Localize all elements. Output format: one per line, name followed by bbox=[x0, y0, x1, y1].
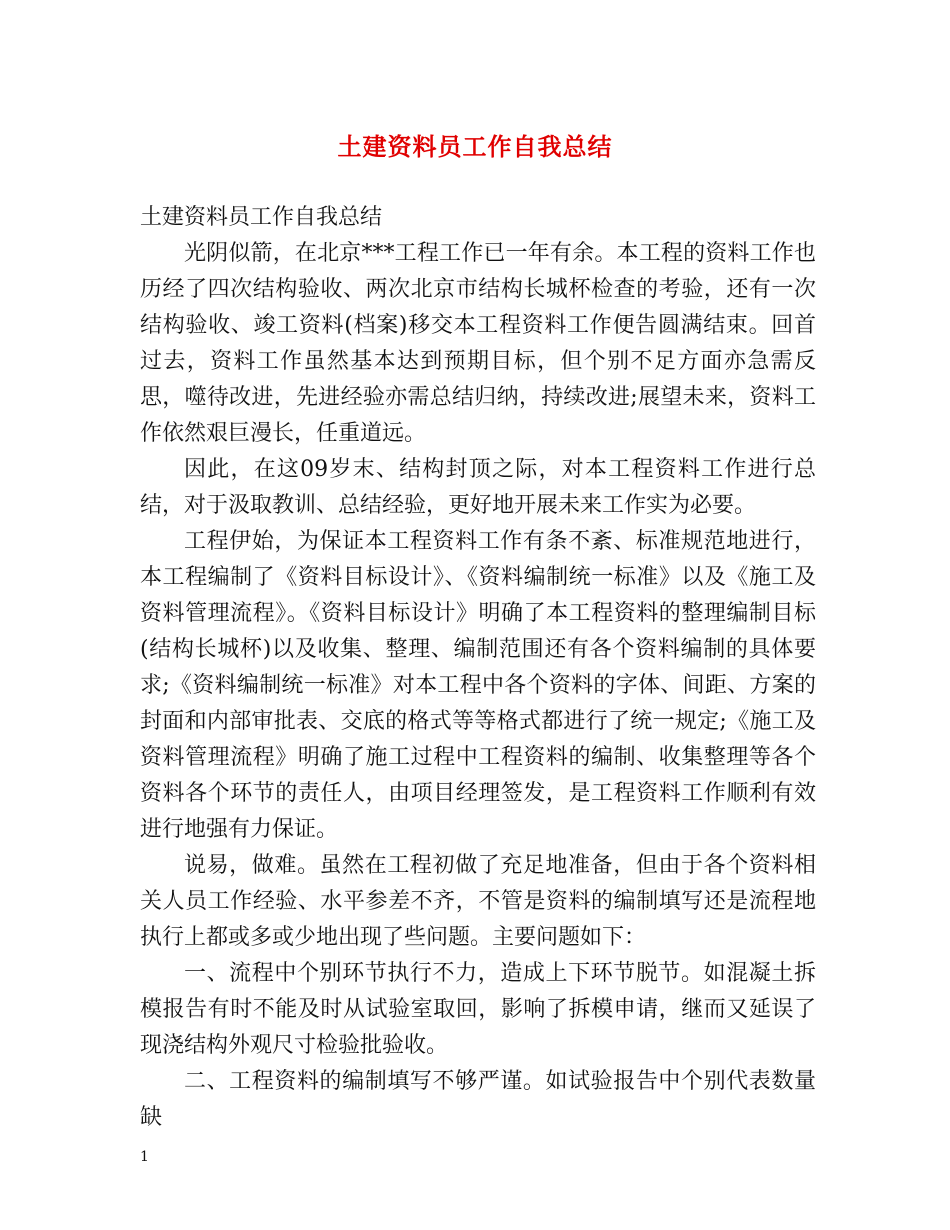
paragraph-6: 二、工程资料的编制填写不够严谨。如试验报告中个别代表数量缺 bbox=[140, 1069, 816, 1130]
document-body bbox=[140, 200, 816, 1136]
paragraph-3: 工程伊始，为保证本工程资料工作有条不紊、标准规范地进行，本工程编制了《资料目标设计》、《资料编制统一标准》以及《施工及资料管理流程》。《资料目标设计》明确了本工程资料的整理编制目标(结构长城杯)以及收集、整理、编制范围还有各个资料编制的具体要求;《资料编制统一标准》对本工程中各个资料的字体、间距、方案的封面和内部审批表、交底的格式等等格式都进行了统一规定;《施工及资料管理流程》明确了施工过程中工程资料的编制、收集整理等各个资料各个环节的责任人，由项目经理签发，是工程资料工作顺利有效进行地强有力保证。 bbox=[140, 529, 816, 842]
document-subtitle: 土建资料员工作自我总结 bbox=[140, 205, 383, 230]
paragraph-2: 因此，在这09岁末、结构封顶之际，对本工程资料工作进行总结，对于汲取教训、总结经验，更好地开展未来工作实为必要。 bbox=[140, 457, 816, 518]
paragraph-4: 说易，做难。虽然在工程初做了充足地准备，但由于各个资料相关人员工作经验、水平参差不齐，不管是资料的编制填写还是流程地执行上都或多或少地出现了些问题。主要问题如下： bbox=[140, 853, 816, 950]
page-number: 1 bbox=[140, 1149, 149, 1165]
document-title: 土建资料员工作自我总结 bbox=[337, 132, 613, 161]
paragraph-5: 一、流程中个别环节执行不力，造成上下环节脱节。如混凝土拆模报告有时不能及时从试验室取回，影响了拆模申请，继而又延误了现浇结构外观尺寸检验批验收。 bbox=[140, 961, 816, 1058]
paragraph-1: 光阴似箭，在北京***工程工作已一年有余。本工程的资料工作也历经了四次结构验收、两次北京市结构长城杯检查的考验，还有一次结构验收、竣工资料(档案)移交本工程资料工作便告圆满结束。回首过去，资料工作虽然基本达到预期目标，但个别不足方面亦急需反思，噬待改进，先进经验亦需总结归纳，持续改进;展望未来，资料工作依然艰巨漫长，任重道远。 bbox=[140, 241, 816, 446]
